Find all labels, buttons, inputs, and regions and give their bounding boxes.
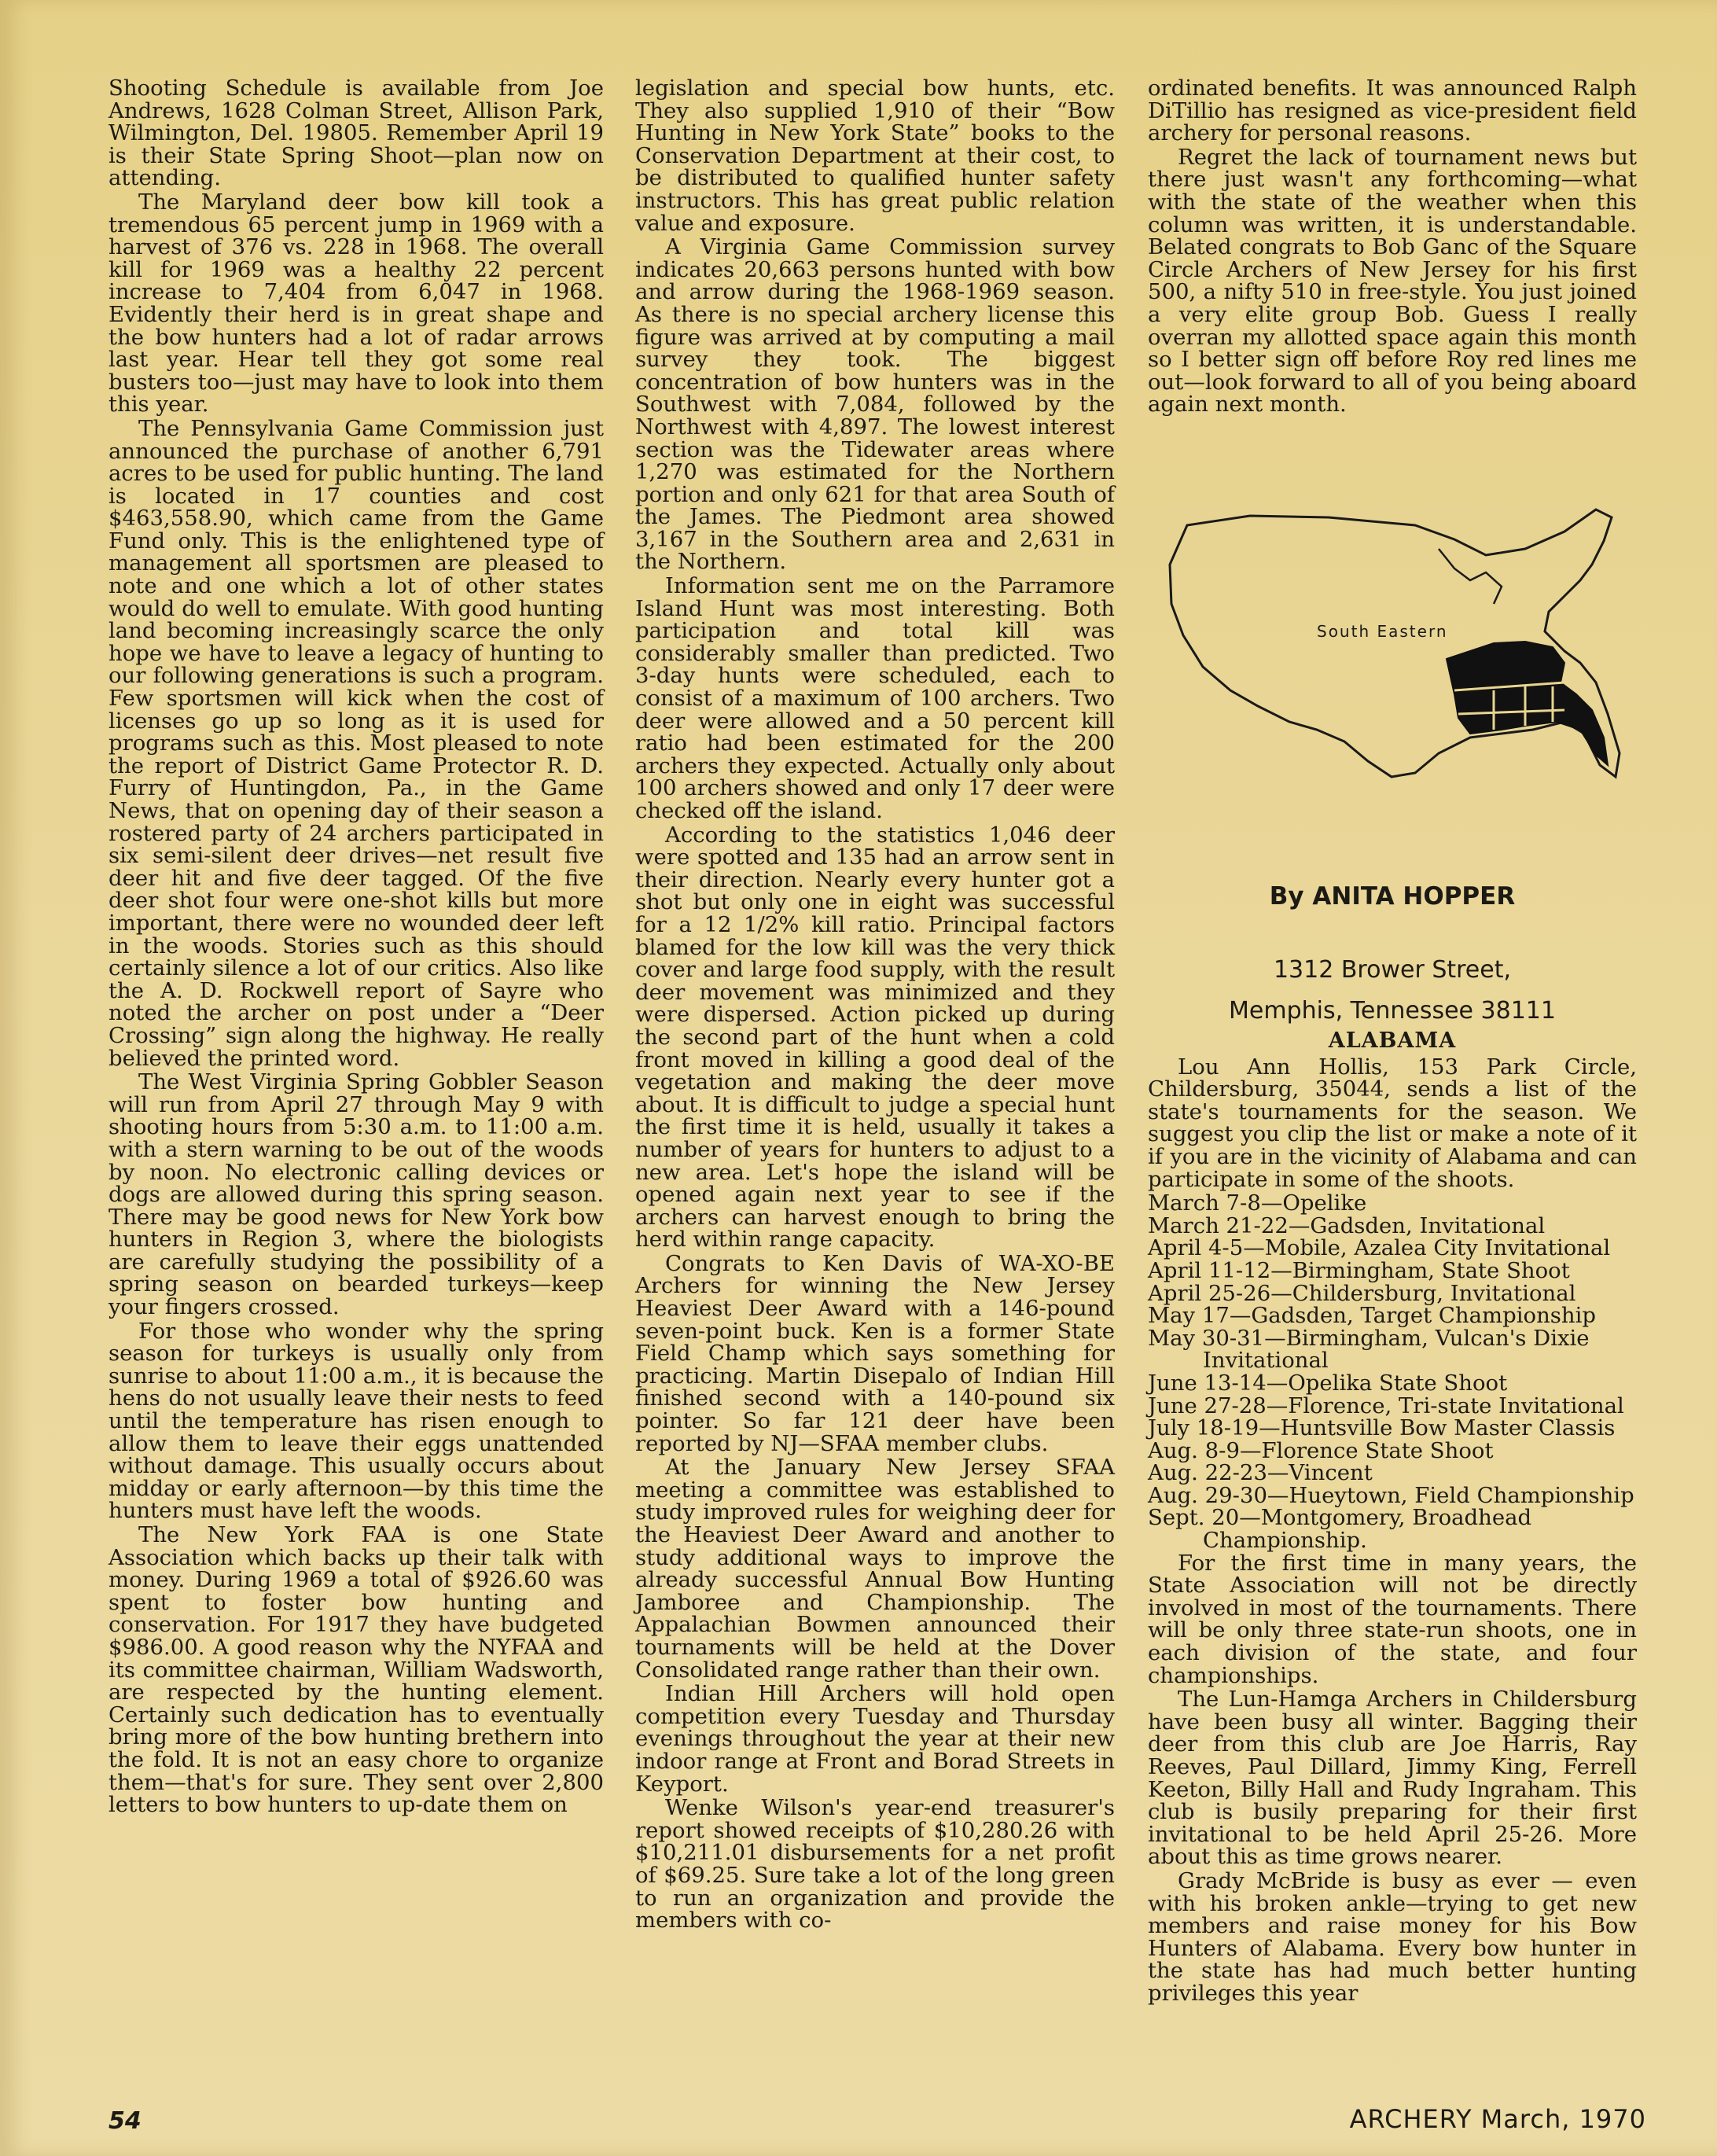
schedule-item: Aug. 8-9—Florence State Shoot [1148, 1437, 1494, 1463]
schedule-item: July 18-19—Huntsville Bow Master Classis [1148, 1415, 1616, 1441]
paragraph: Information sent me on the Parramore Island Hunt was most interesting. Both participation and total kill was considerably smaller than predicted. Two 3-day hunts were scheduled, each to consist of a maximum of 100 archers. Two deer were allowed and a 50 percent kill ratio had been estimated for the 200 archers they expected. Actually only about 100 archers showed and only 17 deer were checked off the island. [635, 573, 1115, 823]
address-city: Memphis, Tennessee 38111 [1229, 997, 1556, 1025]
author-address [1148, 950, 1637, 1032]
tournament-schedule [1148, 1192, 1637, 1552]
us-outline [1170, 510, 1620, 777]
schedule-item: April 25-26—Childersburg, Invitational [1148, 1280, 1576, 1306]
paragraph: A Virginia Game Commission survey indicates 20,663 persons hunted with bow and arrow during the 1968-1969 season. As there is no special archery license this figure was arrived at by computing a mail survey they took. The biggest concentration of bow hunters was in the Southwest with 7,084, followed by the Northwest with 4,897. The lowest interest section was the Tidewater areas where 1,270 was estimated for the Northern portion and only 621 for that area South of the James. The Piedmont area showed 3,167 in the Southern area and 2,631 in the Northern. [635, 234, 1115, 575]
paragraph: Regret the lack of tournament news but there just wasn't any forthcoming—what with the state of the weather when this column was written, it is understandable. Belated congrats to Bob Ganc of the Square Circle Archers of New Jersey for his first 500, a nifty 510 in free-style. You just joined a very elite group Bob. Guess I really overran my allotted space again this month so I better sign off before Roy red lines me out—look forward to all of you being aboard again next month. [1148, 144, 1637, 418]
magazine-footer: ARCHERY March, 1970 [1349, 2104, 1646, 2134]
alabama-section [1148, 1030, 1637, 2007]
paragraph: According to the statistics 1,046 deer were spotted and 135 had an arrow sent in their direction. Nearly every hunter got a shot but only one in eight was successful for a 12 1/2% kill ratio. Principal factors blamed for the low kill was the very thick cover and large food supply, with the result deer movement was minimized and they were dispersed. Action picked up during the second part of the hunt when a cold front moved in killing a good deal of the vegetation and making the deer move about. It is difficult to judge a special hunt the first time it is held, usually it takes a number of years for hunters to adjust to a new area. Let's hope the island will be opened again next year to see if the archers can harvest enough to bring the herd within range capacity. [635, 822, 1115, 1253]
byline: By ANITA HOPPER [1269, 882, 1516, 911]
schedule-item: March 7-8—Opelike [1148, 1190, 1367, 1216]
paragraph: At the January New Jersey SFAA meeting a committee was established to study improved rules for weighing deer for the Heaviest Deer Award and another to study additional ways to improve the already successful Annual Bow Hunting Jamboree and Championship. The Appalachian Bowmen announced their tournaments will be held at the Dover Consolidated range rather than their own. [635, 1455, 1115, 1683]
schedule-item: April 4-5—Mobile, Azalea City Invitational [1148, 1235, 1611, 1261]
map-label: South Eastern [1317, 622, 1448, 641]
column-1 [108, 77, 604, 1818]
paragraph: ordinated benefits. It was announced Ralph DiTillio has resigned as vice-president field archery for personal reasons. [1148, 75, 1637, 146]
address-street: 1312 Brower Street, [1273, 956, 1512, 984]
schedule-item: April 11-12—Birmingham, State Shoot [1148, 1257, 1570, 1283]
paragraph: The Pennsylvania Game Commission just announced the purchase of another 6,791 acres to be used for public hunting. The land is located in 17 counties and cost $463,558.90, which came from the Game Fund only. This is the enlightened type of management all sportsmen are pleased to note and one which a lot of other states would do well to emulate. With good hunting land becoming increasingly scarce the only hope we have to leave a legacy of hunting to our following generations is such a program. Few sportsmen will kick when the cost of licenses go up so long as it is used for programs such as this. Most pleased to note the report of District Game Protector R. D. Furry of Huntingdon, Pa., in the Game News, that on opening day of their season a rostered party of 24 archers participated in six semi-silent deer drives—net result five deer hit and five deer tagged. Of the five deer shot four were one-shot kills but more important, there were no wounded deer left in the woods. Stories such as this should certainly silence a lot of our critics. Also like the A. D. Rockwell report of Sayre who noted the archer on post under a “Deer Crossing” sign along the highway. He really believed the printed word. [108, 415, 604, 1071]
page-number: 54 [108, 2107, 142, 2135]
schedule-item: May 30-31—Birmingham, Vulcan's Dixie Invitational [1148, 1325, 1590, 1374]
paragraph: Lou Ann Hollis, 153 Park Circle, Childersburg, 35044, sends a list of the state's tournaments for the season. We suggest you clip the list or make a note of it if you are in the vicinity of Alabama and can participate in some of the shoots. [1148, 1054, 1637, 1192]
paragraph: Congrats to Ken Davis of WA-XO-BE Archers for winning the New Jersey Heaviest Deer Award with a 146-pound seven-point buck. Ken is a former State Field Champ which says something for practicing. Martin Disepalo of Indian Hill finished second with a 140-pound six pointer. So far 121 deer have been reported by NJ—SFAA member clubs. [635, 1250, 1115, 1456]
paragraph: Indian Hill Archers will hold open competition every Tuesday and Thursday evenings throughout the year at their new indoor range at Front and Borad Streets in Keyport. [635, 1681, 1115, 1797]
state-heading: ALABAMA [1328, 1028, 1457, 1053]
paragraph: Grady McBride is busy as ever — even with his broken ankle—trying to get new members and raise money for his Bow Hunters of Alabama. Every bow hunter in the state has had much better hunting privileges this year [1148, 1867, 1637, 2006]
paragraph: Wenke Wilson's year-end treasurer's report showed receipts of $10,280.26 with $10,211.01 disbursements for a net profit of $69.25. Sure take a lot of the long green to run an organization and provide the members with co- [635, 1795, 1115, 1933]
schedule-item: June 13-14—Opelika State Shoot [1148, 1370, 1508, 1396]
schedule-item: Sept. 20—Montgomery, Broadhead Championship. [1148, 1505, 1532, 1554]
column-2 [635, 77, 1115, 1933]
paragraph: legislation and special bow hunts, etc. They also supplied 1,910 of their “Bow Hunting in New York State” books to the Conservation Department at their cost, to be distributed to qualified hunter safety instructors. This has great public relation value and exposure. [635, 75, 1115, 236]
paragraph: The New York FAA is one State Association which backs up their talk with money. During 1969 a total of $926.60 was spent to foster bow hunting and conservation. For 1917 they have budgeted $986.00. A good reason why the NYFAA and its committee chairman, William Wadsworth, are respected by the hunting element. Certainly such dedication has to eventually bring more of the bow hunting brethern into the fold. It is not an easy chore to organize them—that's for sure. They sent over 2,800 letters to bow hunters to up-date them on [108, 1522, 604, 1818]
paragraph: For those who wonder why the spring season for turkeys is usually only from sunrise to about 11:00 a.m., it is because the hens do not usually leave their nests to feed until the temperature has risen enough to allow them to leave their eggs unattended without damage. This usually occurs about midday or early afternoon—by this time the hunters must have left the woods. [108, 1318, 604, 1524]
schedule-item: Aug. 22-23—Vincent [1148, 1460, 1373, 1486]
paragraph: The Lun-Hamga Archers in Childersburg have been busy all winter. Bagging their deer from this club are Joe Harris, Ray Reeves, Paul Dillard, Jimmy King, Ferrell Keeton, Billy Hall and Rudy Ingraham. This club is busily preparing for their first invitational to be held April 25-26. More about this as time grows nearer. [1148, 1687, 1637, 1870]
schedule-item: June 27-28—Florence, Tri-state Invitational [1148, 1393, 1624, 1418]
paragraph: The Maryland deer bow kill took a tremendous 65 percent jump in 1969 with a harvest of 376 vs. 228 in 1968. The overall kill for 1969 was a healthy 22 percent increase to 7,404 from 6,047 in 1968. Evidently their herd is in great shape and the bow hunters had a lot of radar arrows last year. Hear tell they got some real busters too—just may have to look into them this year. [108, 189, 604, 418]
us-map-illustration [1156, 494, 1635, 871]
paragraph: For the first time in many years, the State Association will not be directly involved in most of the tournaments. There will be only three state-run shoots, one in each division of the state, and four championships. [1148, 1550, 1637, 1688]
southeastern-region [1447, 642, 1608, 765]
column-3-top-text [1148, 77, 1637, 418]
paragraph: Shooting Schedule is available from Joe Andrews, 1628 Colman Street, Allison Park, Wilmington, Del. 19805. Remember April 19 is their State Spring Shoot—plan now on attending. [108, 75, 604, 191]
lake-outline [1439, 549, 1502, 604]
schedule-item: Aug. 29-30—Hueytown, Field Championship [1148, 1482, 1634, 1508]
us-map-svg [1156, 494, 1635, 871]
schedule-item: May 17—Gadsden, Target Championship [1148, 1303, 1597, 1329]
schedule-item: March 21-22—Gadsden, Invitational [1148, 1212, 1546, 1238]
paragraph: The West Virginia Spring Gobbler Season will run from April 27 through May 9 with shooting hours from 5:30 a.m. to 11:00 a.m. with a stern warning to be out of the woods by noon. No electronic calling devices or dogs are allowed during this spring season. There may be good news for New York bow hunters in Region 3, where the biologists are carefully studying the possibility of a spring season on bearded turkeys—keep your fingers crossed. [108, 1069, 604, 1320]
